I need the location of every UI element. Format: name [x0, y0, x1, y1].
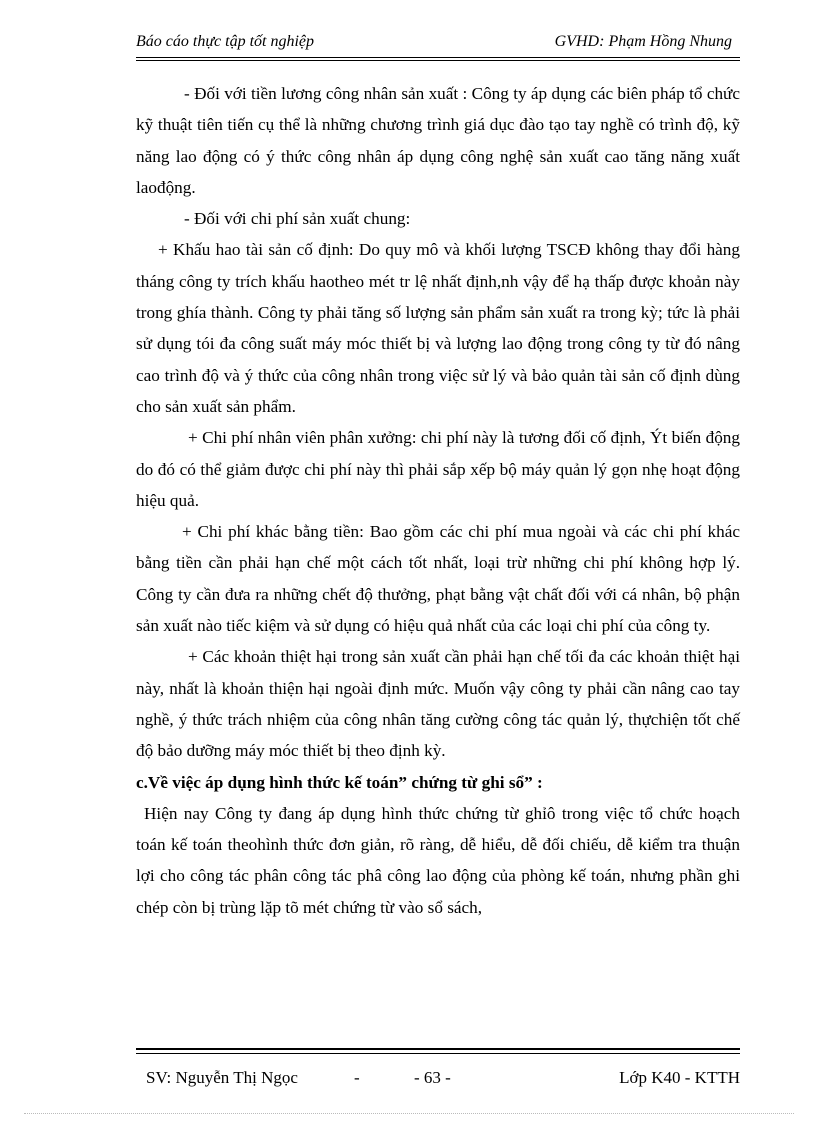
footer-rule: [136, 1048, 740, 1054]
page-number: - 63 -: [414, 1068, 451, 1087]
document-body: [136, 78, 740, 923]
header-advisor: GVHD: Phạm Hồng Nhung: [554, 33, 732, 50]
footer-class: Lớp K40 - KTTH: [619, 1068, 740, 1087]
paragraph-other-cash-cost: + Chi phí khác bằng tiền: Bao gồm các chi phí mua ngoài và các chi phí khác bằng tiền cần phải hạn chế một cách tốt nhất, loại trừ những chi phí không hợp lý. Công ty cần đưa ra những chết độ thưởng, phạt bằng vật chất đối với cá nhân, bộ phận sản xuất nào tiếc kiệm và sử dụng có hiệu quả nhất của các loại chi phí của công ty.: [136, 522, 740, 636]
paragraph-workshop-staff: + Chi phí nhân viên phân xưởng: chi phí này là tương đối cố định, Ýt biến động do đó có thể giảm được chi phí này thì phải sắp xếp bộ máy quản lý gọn nhẹ hoạt động hiệu quả.: [136, 428, 740, 510]
paragraph-current-accounting: Hiện nay Công ty đang áp dụng hình thức chứng từ ghỉô trong việc tổ chức hoạch toán kế toán theohình thức đơn giản, rõ ràng, dễ hiểu, dễ đối chiếu, dễ kiểm tra thuận lợi cho công tác phân công tác phâ công lao động của phòng kế toán, nhưng phần ghi chép còn bị trùng lặp tõ mét chứng từ vào sổ sách,: [136, 803, 740, 917]
footer-separator: -: [354, 1068, 360, 1087]
page-footer: [146, 1068, 740, 1094]
paragraph-labor-cost: - Đối với tiền lương công nhân sản xuất : Công ty áp dụng các biên pháp tổ chức kỹ thuật tiên tiến cụ thể là những chương trình giá dục đào tạo tay nghề có trình độ, kỹ năng lao động có ý thức công nhân áp dụng công nghệ sản xuất cao tăng năng xuất laođộng.: [136, 84, 740, 197]
paragraph-production-losses: + Các khoản thiệt hại trong sản xuất cần phải hạn chế tối đa các khoản thiệt hại này, nhất là khoản thiện hại ngoài định mức. Muốn vậy công ty phải cần nâng cao tay nghề, ý thức trách nhiệm của công nhân tăng cường công tác quản lý, thựchiện tốt chế độ bảo dưỡng máy móc thiết bị theo định kỳ.: [136, 647, 740, 761]
footer-student-name: SV: Nguyễn Thị Ngọc: [146, 1068, 298, 1087]
header-report-title: Báo cáo thực tập tốt nghiệp: [136, 33, 315, 50]
paragraph-depreciation: + Khấu hao tài sản cố định: Do quy mô và khối lượng TSCĐ không thay đổi hàng tháng công ty trích khấu haotheo mét tr lệ nhất định,nh vậy để hạ thấp được khoản này trong ghía thành. Công ty phải tăng số lượng sản phẩm sản xuất ra trong kỳ; tức là phải sử dụng tói đa công suất máy móc thiết bị và lượng lao động trong công ty từ đó nâng cao trình độ và ý thức của công nhân trong việc sử lý và bảo quản tài sản cố định dùng cho sản xuất sản phẩm.: [136, 240, 740, 416]
page-bottom-border: [24, 1113, 794, 1114]
header-rule: [136, 57, 740, 61]
page-header: [136, 30, 740, 56]
section-heading-accounting-form: c.Về việc áp dụng hình thức kế toán” chứng từ ghi sổ” :: [136, 772, 543, 792]
paragraph-general-cost-heading: - Đối với chi phí sản xuất chung:: [184, 209, 411, 229]
